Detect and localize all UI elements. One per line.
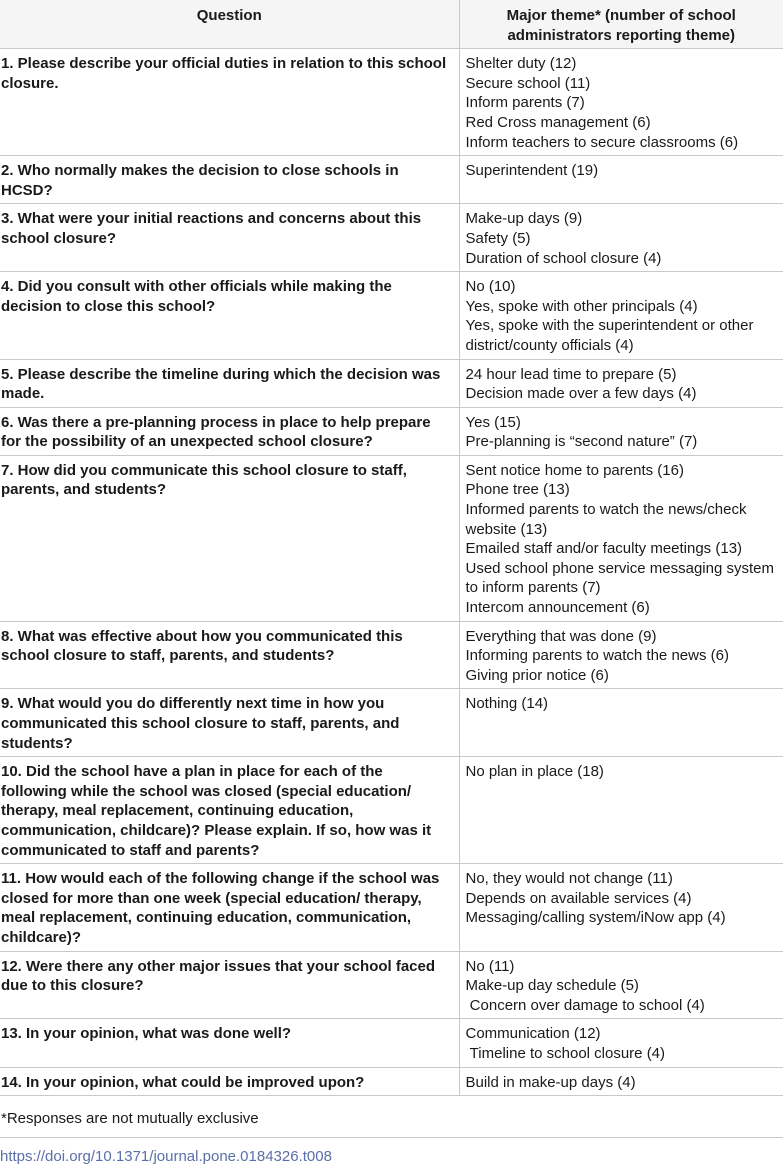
question-cell: 10. Did the school have a plan in place for each of the following while the school was closed (special education/ therapy, meal replacement, continuing education, communication, childcare)? Please explain. If so, how was it communicated to staff and parents? [0, 757, 459, 864]
theme-cell [459, 689, 783, 757]
question-cell: 2. Who normally makes the decision to close schools in HCSD? [0, 156, 459, 204]
table-row [0, 757, 783, 864]
theme-item: Secure school (11) [465, 74, 591, 92]
theme-cell [459, 1067, 783, 1096]
question-cell: 11. How would each of the following change if the school was closed for more than one week (special education/ therapy, meal replacement, continuing education, communication, childcare)? [0, 864, 459, 951]
question-cell: 5. Please describe the timeline during which the decision was made. [0, 359, 459, 407]
theme-cell [459, 156, 783, 204]
theme-item: Informed parents to watch the news/check website (13) [465, 501, 751, 538]
table-row [0, 951, 783, 1019]
question-cell: 6. Was there a pre-planning process in place to help prepare for the possibility of an unexpected school closure? [0, 407, 459, 455]
theme-cell [459, 951, 783, 1019]
theme-item: Depends on available services (4) [465, 889, 692, 907]
question-cell: 3. What were your initial reactions and concerns about this school closure? [0, 204, 459, 272]
table-row [0, 49, 783, 156]
table-row [0, 407, 783, 455]
theme-cell [459, 621, 783, 689]
theme-cell [459, 757, 783, 864]
theme-item: Used school phone service messaging system to inform parents (7) [465, 559, 779, 597]
question-cell: 14. In your opinion, what could be improved upon? [0, 1067, 459, 1096]
theme-cell [459, 1019, 783, 1067]
theme-cell [459, 49, 783, 156]
header-major-theme: Major theme* (number of school administrators reporting theme) [459, 0, 783, 49]
theme-item: Inform parents (7) [465, 94, 585, 112]
theme-item: Emailed staff and/or faculty meetings (13) [465, 540, 743, 558]
table-row [0, 621, 783, 689]
theme-item: Superintendent (19) [465, 162, 599, 180]
theme-cell [459, 204, 783, 272]
theme-item: Shelter duty (12) [465, 55, 577, 73]
question-cell: 8. What was effective about how you communicated this school closure to staff, parents, and students? [0, 621, 459, 689]
theme-item: Make-up day schedule (5) [465, 977, 639, 995]
theme-item: Concern over damage to school (4) [465, 996, 705, 1014]
theme-item: Giving prior notice (6) [465, 666, 609, 684]
theme-item: Yes, spoke with other principals (4) [465, 297, 698, 315]
theme-item: Inform teachers to secure classrooms (6) [465, 133, 739, 151]
theme-cell [459, 359, 783, 407]
question-cell: 9. What would you do differently next time in how you communicated this school closure to staff, parents, and students? [0, 689, 459, 757]
table-row [0, 864, 783, 951]
theme-item: Build in make-up days (4) [465, 1073, 636, 1091]
theme-item: Sent notice home to parents (16) [465, 461, 684, 479]
table-row [0, 455, 783, 621]
theme-cell [459, 864, 783, 951]
question-cell: 4. Did you consult with other officials while making the decision to close this school? [0, 272, 459, 359]
header-question: Question [0, 0, 459, 49]
table-row [0, 156, 783, 204]
table-row [0, 272, 783, 359]
doi-link[interactable]: https://doi.org/10.1371/journal.pone.0184326.t008 [0, 1148, 332, 1166]
table-row [0, 204, 783, 272]
theme-item: Phone tree (13) [465, 481, 570, 499]
question-cell: 7. How did you communicate this school closure to staff, parents, and students? [0, 455, 459, 621]
theme-cell [459, 455, 783, 621]
theme-item: Pre-planning is “second nature” (7) [465, 433, 698, 451]
theme-item: Communication (12) [465, 1025, 601, 1043]
theme-item: Make-up days (9) [465, 210, 583, 228]
theme-item: Everything that was done (9) [465, 627, 657, 645]
theme-item: Safety (5) [465, 229, 531, 247]
theme-item: Informing parents to watch the news (6) [465, 647, 729, 665]
theme-item: Intercom announcement (6) [465, 599, 650, 617]
theme-item: Timeline to school closure (4) [465, 1044, 666, 1062]
theme-item: Nothing (14) [465, 695, 549, 713]
theme-item: No (11) [465, 957, 515, 975]
theme-item: Yes (15) [465, 413, 521, 431]
theme-cell [459, 407, 783, 455]
theme-item: No plan in place (18) [465, 763, 604, 781]
question-cell: 1. Please describe your official duties in relation to this school closure. [0, 49, 459, 156]
question-cell: 13. In your opinion, what was done well? [0, 1019, 459, 1067]
question-cell: 12. Were there any other major issues that your school faced due to this closure? [0, 951, 459, 1019]
table-row [0, 359, 783, 407]
theme-item: 24 hour lead time to prepare (5) [465, 365, 677, 383]
theme-item: Messaging/calling system/iNow app (4) [465, 909, 726, 927]
table-row [0, 1019, 783, 1067]
theme-item: Yes, spoke with the superintendent or other district/county officials (4) [465, 317, 758, 354]
theme-item: Decision made over a few days (4) [465, 385, 697, 403]
table-row [0, 1067, 783, 1096]
table-footnote: *Responses are not mutually exclusive [0, 1096, 783, 1138]
table-body [0, 49, 783, 1096]
theme-item: No (10) [465, 278, 516, 296]
theme-item: Duration of school closure (4) [465, 249, 662, 267]
theme-item: No, they would not change (11) [465, 870, 673, 888]
table-row [0, 689, 783, 757]
theme-cell [459, 272, 783, 359]
table-header-row [0, 0, 783, 49]
theme-item: Red Cross management (6) [465, 113, 651, 131]
